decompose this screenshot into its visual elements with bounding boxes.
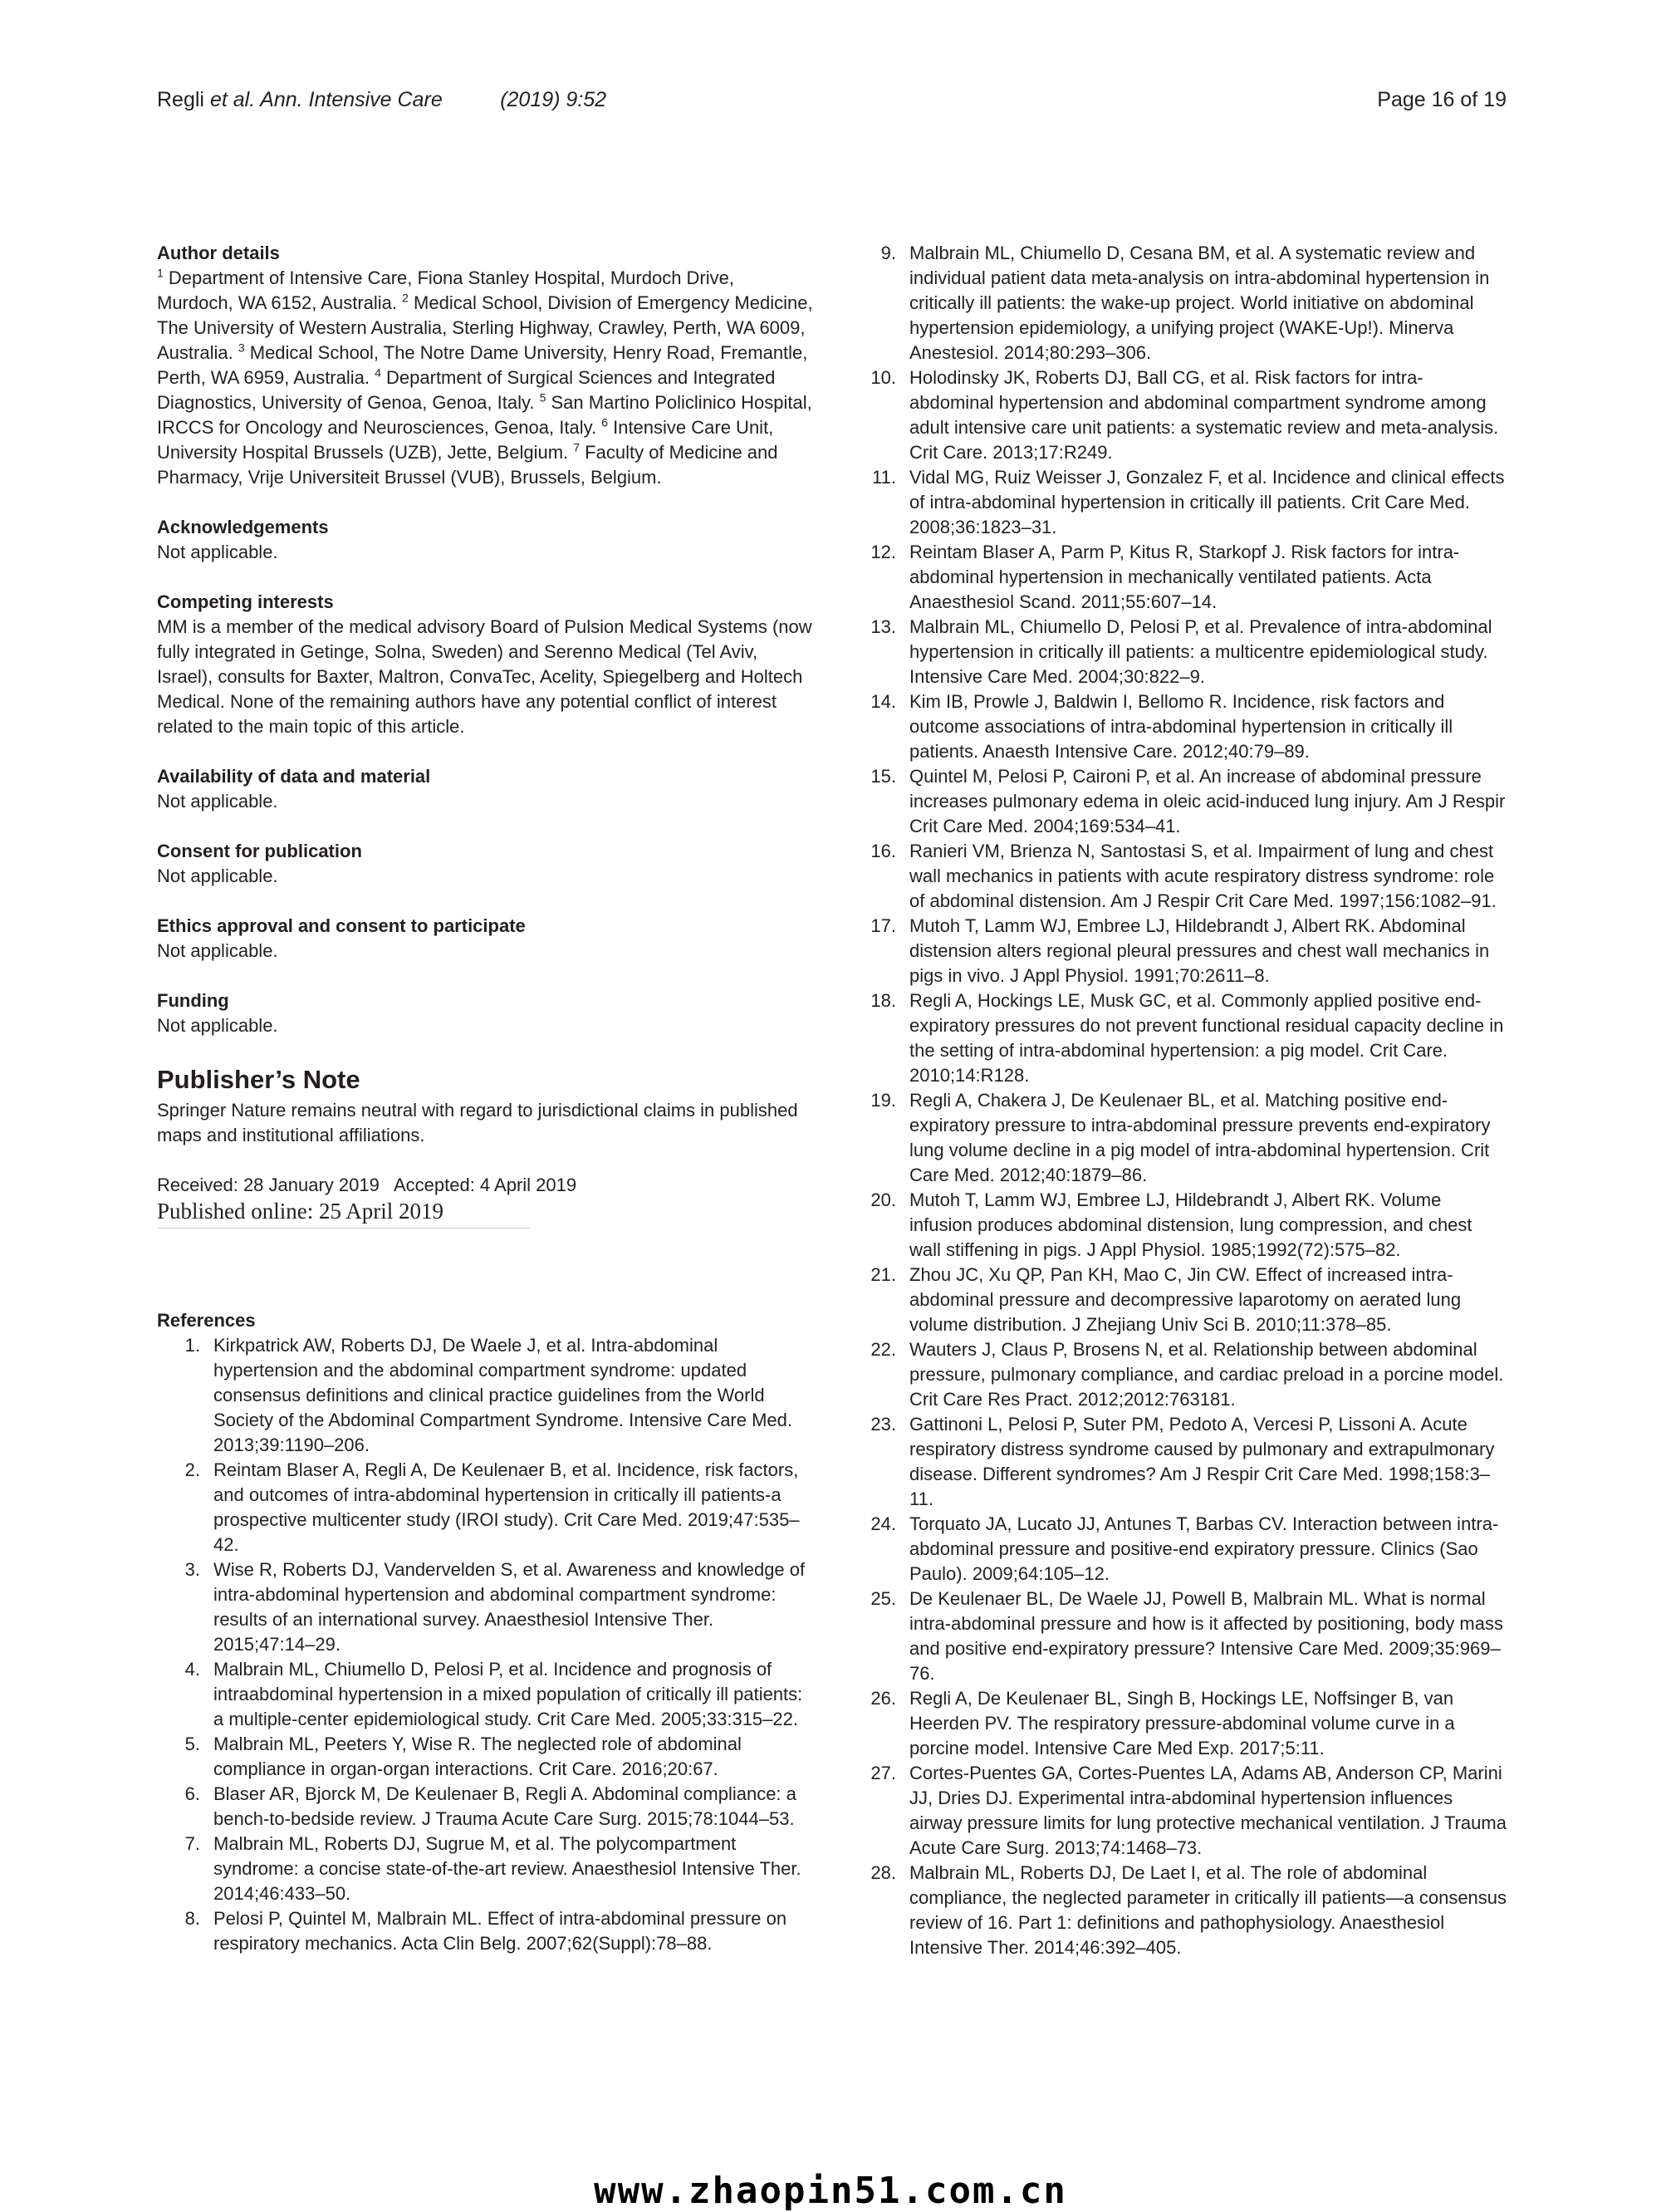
section-body: Not applicable. bbox=[157, 866, 278, 886]
right-column bbox=[860, 241, 1507, 1960]
section-heading: Consent for publication bbox=[157, 841, 362, 861]
references-heading: References bbox=[157, 1310, 256, 1331]
section-heading: Availability of data and material bbox=[157, 766, 431, 787]
reference-item: 9. Malbrain ML, Chiumello D, Cesana BM, et al. A systematic review and individual patient data meta-analysis on intra-abdominal hypertension in critically ill patients: the wake-up project. World initiative on abdominal hypertension epidemiology, a unifying project (WAKE-Up!). Minerva Anestesiol. 2014;80:293–306. bbox=[880, 243, 1490, 363]
reference-item: 26. Regli A, De Keulenaer BL, Singh B, Hockings LE, Noffsinger B, van Heerden PV. The respiratory pressure-abdominal volume curve in a porcine model. Intensive Care Med Exp. 2017;5:11. bbox=[870, 1688, 1455, 1758]
reference-item: 2. Reintam Blaser A, Regli A, De Keulenaer B, et al. Incidence, risk factors, and outcomes of intra-abdominal hypertension in critically ill patients-a prospective multicenter study (IROI study). Crit Care Med. 2019;47:535–42. bbox=[184, 1459, 800, 1555]
reference-item: 20. Mutoh T, Lamm WJ, Embree LJ, Hildebrandt J, Albert RK. Volume infusion produces abdominal distension, lung compression, and chest wall stiffening in pigs. J Appl Physiol. 1985;1992(72):575–82. bbox=[870, 1189, 1472, 1260]
reference-item: 12. Reintam Blaser A, Parm P, Kitus R, Starkopf J. Risk factors for intra-abdominal hypertension in mechanically ventilated patients. Acta Anaesthesiol Scand. 2011;55:607–14. bbox=[870, 542, 1460, 612]
reference-item: 19. Regli A, Chakera J, De Keulenaer BL, et al. Matching positive end-expiratory pressure to intra-abdominal pressure prevents end-expiratory lung volume decline in a pig model of intra-abdominal hypertension. Crit Care Med. 2012;40:1879–86. bbox=[870, 1090, 1491, 1185]
competing-interests-section bbox=[157, 590, 813, 739]
reference-item: 21. Zhou JC, Xu QP, Pan KH, Mao C, Jin CW. Effect of increased intra-abdominal pressure and decompressive laparotomy on aerated lung volume distribution. J Zhejiang Univ Sci B. 2010;11:378–85. bbox=[870, 1264, 1462, 1335]
publishers-note-heading: Publisher’s Note bbox=[157, 1065, 360, 1094]
published-online-date: Published online: 25 April 2019 bbox=[157, 1198, 531, 1229]
publishers-note-body: Springer Nature remains neutral with regard to jurisdictional claims in published maps and institutional affiliations. bbox=[157, 1100, 798, 1145]
received-accepted-dates: Received: 28 January 2019 Accepted: 4 April 2019 bbox=[157, 1175, 577, 1195]
section-heading: Funding bbox=[157, 990, 229, 1011]
watermark: www.zhaopin51.com.cn bbox=[594, 2170, 1067, 2212]
reference-item: 8. Pelosi P, Quintel M, Malbrain ML. Effect of intra-abdominal pressure on respiratory mechanics. Acta Clin Belg. 2007;62(Suppl):78–88. bbox=[184, 1908, 787, 1954]
page-header bbox=[157, 88, 1507, 121]
reference-item: 7. Malbrain ML, Roberts DJ, Sugrue M, et al. The polycompartment syndrome: a concise state-of-the-art review. Anaesthesiol Intensive Ther. 2014;46:433–50. bbox=[184, 1833, 801, 1904]
reference-item: 14. Kim IB, Prowle J, Baldwin I, Bellomo R. Incidence, risk factors and outcome associations of intra-abdominal hypertension in critically ill patients. Anaesth Intensive Care. 2012;40:79–89. bbox=[870, 691, 1453, 762]
author-details-heading: Author details bbox=[157, 243, 280, 263]
reference-item: 4. Malbrain ML, Chiumello D, Pelosi P, et al. Incidence and prognosis of intraabdominal hypertension in a mixed population of critically ill patients: a multiple-center epidemiological study. Crit Care Med. 2005;33:315–22. bbox=[184, 1659, 803, 1729]
reference-item: 11. Vidal MG, Ruiz Weisser J, Gonzalez F, et al. Incidence and clinical effects of intra-abdominal hypertension in critically ill patients. Crit Care Med. 2008;36:1823–31. bbox=[872, 467, 1505, 537]
section-body: Not applicable. bbox=[157, 940, 278, 961]
consent-section bbox=[157, 839, 813, 889]
section-body: Not applicable. bbox=[157, 791, 278, 812]
references-list-right bbox=[860, 241, 1507, 1960]
references-list-left bbox=[157, 1333, 813, 1956]
left-column bbox=[157, 241, 813, 1956]
article-dates bbox=[157, 1173, 813, 1229]
author-details-body: $^1$ Department of Intensive Care, Fiona Stanley Hospital, Murdoch Drive, Murdoch, WA 6152, Australia. $^2$ Medical School, Division of Emergency Medicine, The University of Western Australia, Sterling Highway, Crawley, Perth, WA 6009, Australia. $^3$ Medical School, The Notre Dame University, Henry Road, Fremantle, Perth, WA 6959, Australia. $^4$ Department of Surgical Sciences and Integrated Diagnostics, University of Genoa, Genoa, Italy. $^5$ San Martino Policlinico Hospital, IRCCS for Oncology and Neurosciences, Genoa, Italy. $^6$ Intensive Care Unit, University Hospital Brussels (UZB), Jette, Belgium. $^7$ Faculty of Medicine and Pharmacy, Vrije Universiteit Brussel (VUB), Brussels, Belgium. bbox=[157, 266, 813, 488]
reference-item: 27. Cortes-Puentes GA, Cortes-Puentes LA, Adams AB, Anderson CP, Marini JJ, Dries DJ. Experimental intra-abdominal hypertension influences airway pressure limits for lung protective mechanical ventilation. J Trauma Acute Care Surg. 2013;74:1468–73. bbox=[870, 1763, 1507, 1858]
reference-item: 15. Quintel M, Pelosi P, Caironi P, et al. An increase of abdominal pressure increases pulmonary edema in oleic acid-induced lung injury. Am J Respir Crit Care Med. 2004;169:534–41. bbox=[870, 766, 1506, 836]
section-heading: Ethics approval and consent to participate bbox=[157, 915, 526, 936]
reference-item: 23. Gattinoni L, Pelosi P, Suter PM, Pedoto A, Vercesi P, Lissoni A. Acute respiratory distress syndrome caused by pulmonary and extrapulmonary disease. Different syndromes? Am J Respir Crit Care Med. 1998;158:3–11. bbox=[870, 1414, 1495, 1509]
availability-section bbox=[157, 764, 813, 814]
section-body: Not applicable. bbox=[157, 542, 278, 562]
running-head-author: Regli bbox=[157, 88, 204, 111]
section-body: Not applicable. bbox=[157, 1015, 278, 1036]
section-heading: Acknowledgements bbox=[157, 517, 329, 537]
reference-item: 10. Holodinsky JK, Roberts DJ, Ball CG, et al. Risk factors for intra-abdominal hypertension and abdominal compartment syndrome among adult intensive care unit patients: a systematic review and meta-analysis. Crit Care. 2013;17:R249. bbox=[870, 367, 1499, 463]
funding-section bbox=[157, 988, 813, 1038]
reference-item: 17. Mutoh T, Lamm WJ, Embree LJ, Hildebrandt J, Albert RK. Abdominal distension alters regional pleural pressures and chest wall mechanics in pigs in vivo. J Appl Physiol. 1991;70:2611–8. bbox=[870, 915, 1490, 986]
running-head bbox=[157, 88, 606, 112]
reference-item: 3. Wise R, Roberts DJ, Vandervelden S, et al. Awareness and knowledge of intra-abdominal hypertension and abdominal compartment syndrome: results of an international survey. Anaesthesiol Intensive Ther. 2015;47:14–29. bbox=[184, 1559, 806, 1655]
reference-item: 22. Wauters J, Claus P, Brosens N, et al. Relationship between abdominal pressure, pulmonary compliance, and cardiac preload in a porcine model. Crit Care Res Pract. 2012;2012:763181. bbox=[870, 1339, 1504, 1410]
reference-item: 16. Ranieri VM, Brienza N, Santostasi S, et al. Impairment of lung and chest wall mechanics in patients with acute respiratory distress syndrome: role of abdominal distension. Am J Respir Crit Care Med. 1997;156:1082–91. bbox=[870, 841, 1497, 911]
reference-item: 24. Torquato JA, Lucato JJ, Antunes T, Barbas CV. Interaction between intra-abdominal pressure and positive-end expiratory pressure. Clinics (Sao Paulo). 2009;64:105–12. bbox=[870, 1513, 1499, 1584]
reference-item: 5. Malbrain ML, Peeters Y, Wise R. The neglected role of abdominal compliance in organ-organ interactions. Crit Care. 2016;20:67. bbox=[184, 1734, 742, 1779]
running-head-citation: (2019) 9:52 bbox=[500, 88, 607, 111]
reference-item: 28. Malbrain ML, Roberts DJ, De Laet I, et al. The role of abdominal compliance, the neglected parameter in critically ill patients—a consensus review of 16. Part 1: definitions and pathophysiology. Anaesthesiol Intensive Ther. 2014;46:392–405. bbox=[870, 1862, 1507, 1958]
section-body: MM is a member of the medical advisory Board of Pulsion Medical Systems (now fully integrated in Getinge, Solna, Sweden) and Serenno Medical (Tel Aviv, Israel), consults for Baxter, Maltron, ConvaTec, Acelity, Spiegelberg and Holtech Medical. None of the remaining authors have any potential conflict of interest related to the main topic of this article. bbox=[157, 616, 812, 737]
reference-item: 25. De Keulenaer BL, De Waele JJ, Powell B, Malbrain ML. What is normal intra-abdominal pressure and how is it affected by positioning, body mass and positive end-expiratory pressure? Intensive Care Med. 2009;35:969–76. bbox=[870, 1588, 1503, 1684]
reference-item: 6. Blaser AR, Bjorck M, De Keulenaer B, Regli A. Abdominal compliance: a bench-to-bedside review. J Trauma Acute Care Surg. 2015;78:1044–53. bbox=[184, 1783, 796, 1829]
reference-item: 18. Regli A, Hockings LE, Musk GC, et al. Commonly applied positive end-expiratory pressures do not prevent functional residual capacity decline in the setting of intra-abdominal hypertension: a pig model. Crit Care. 2010;14:R128. bbox=[870, 990, 1504, 1086]
page-number: Page 16 of 19 bbox=[1377, 88, 1507, 111]
section-heading: Competing interests bbox=[157, 591, 334, 612]
acknowledgements-section bbox=[157, 515, 813, 565]
reference-item: 1. Kirkpatrick AW, Roberts DJ, De Waele J, et al. Intra-abdominal hypertension and the abdominal compartment syndrome: updated consensus definitions and clinical practice guidelines from the World Society of the Abdominal Compartment Syndrome. Intensive Care Med. 2013;39:1190–206. bbox=[184, 1335, 793, 1455]
reference-item: 13. Malbrain ML, Chiumello D, Pelosi P, et al. Prevalence of intra-abdominal hypertension in critically ill patients: a multicentre epidemiological study. Intensive Care Med. 2004;30:822–9. bbox=[870, 616, 1492, 687]
running-head-journal: et al. Ann. Intensive Care bbox=[209, 88, 443, 111]
author-details bbox=[157, 241, 813, 490]
ethics-section bbox=[157, 914, 813, 964]
